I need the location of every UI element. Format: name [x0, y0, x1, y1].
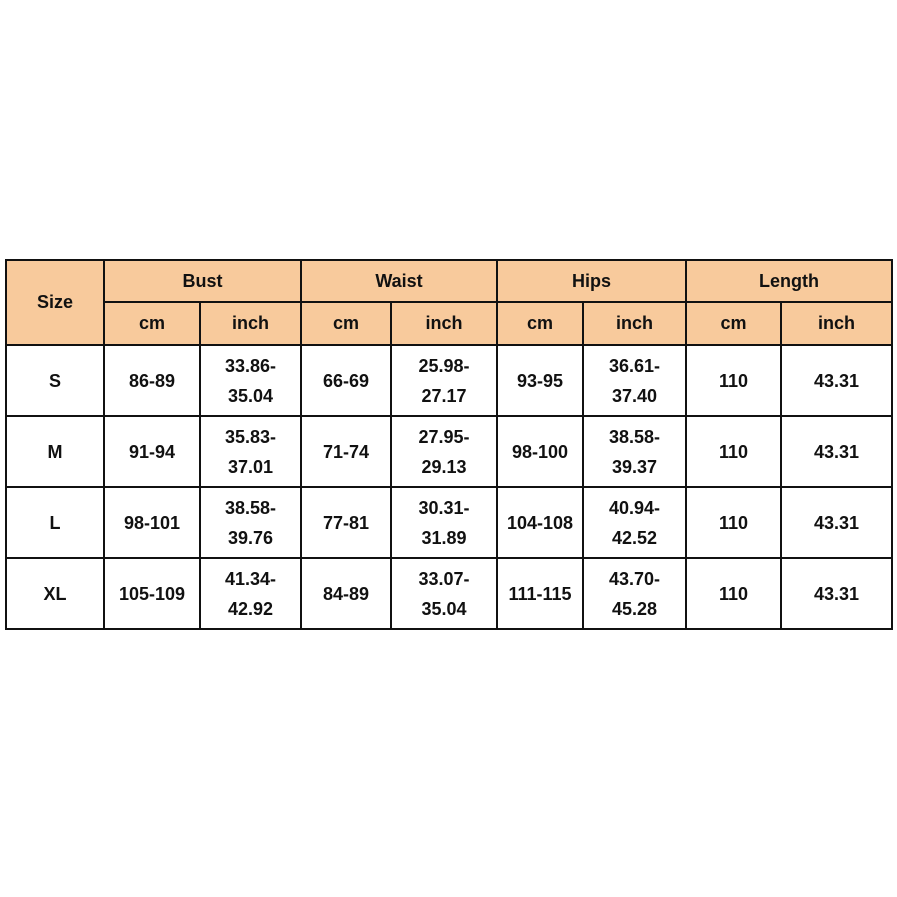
bust-inch-header: inch	[200, 302, 301, 345]
length-cm-cell	[686, 416, 781, 487]
cell-value-line: 42.92	[227, 598, 274, 619]
bust-cm-cell	[104, 487, 200, 558]
table-body	[6, 345, 892, 629]
cell-value-line: 39.37	[611, 456, 658, 477]
hips-inch-cell	[583, 345, 686, 416]
size-cell: M	[6, 416, 104, 487]
cell-value-line: 43.31	[813, 583, 860, 604]
waist-cm-cell	[301, 487, 391, 558]
waist-cm-cell	[301, 558, 391, 629]
cell-value-line: 84-89	[322, 583, 370, 604]
waist-header: Waist	[301, 260, 497, 302]
cell-value-line: 33.07-	[418, 568, 470, 589]
waist-cm-header: cm	[301, 302, 391, 345]
cell-value-line: 91-94	[128, 441, 176, 462]
cell-value-line: 37.01	[227, 456, 274, 477]
hips-cm-cell	[497, 345, 583, 416]
cell-value-line: 104-108	[506, 512, 574, 533]
hips-cm-cell	[497, 416, 583, 487]
cell-value-line: 35.83-	[224, 426, 277, 447]
length-cm-header: cm	[686, 302, 781, 345]
cell-value-line: 29.13	[421, 456, 467, 477]
size-cell: L	[6, 487, 104, 558]
length-inch-cell	[781, 345, 892, 416]
length-inch-header: inch	[781, 302, 892, 345]
bust-inch-cell	[200, 558, 301, 629]
cell-value-line: 105-109	[118, 583, 186, 604]
bust-cm-header: cm	[104, 302, 200, 345]
cell-value-line: 43.31	[813, 512, 860, 533]
cell-value-line: 43.31	[813, 441, 860, 462]
table-header	[6, 260, 892, 345]
bust-header: Bust	[104, 260, 301, 302]
cell-value-line: 110	[718, 583, 749, 604]
hips-inch-cell	[583, 558, 686, 629]
waist-cm-cell	[301, 416, 391, 487]
waist-inch-cell	[391, 487, 497, 558]
cell-value-line: 110	[718, 370, 749, 391]
cell-value-line: 41.34-	[224, 568, 277, 589]
cell-value-line: 38.58-	[608, 426, 661, 447]
cell-value-line: 43.70-	[608, 568, 661, 589]
cell-value-line: 45.28	[611, 598, 658, 619]
cell-value-line: 30.31-	[418, 497, 470, 518]
cell-value-line: 27.95-	[418, 426, 470, 447]
bust-cm-cell	[104, 416, 200, 487]
bust-cm-cell	[104, 345, 200, 416]
cell-value-line: 66-69	[322, 370, 370, 391]
length-cm-cell	[686, 558, 781, 629]
cell-value-line: 37.40	[611, 385, 658, 406]
size-cell: S	[6, 345, 104, 416]
cell-value-line: 86-89	[128, 370, 176, 391]
size-cell: XL	[6, 558, 104, 629]
cell-value-line: 110	[718, 512, 749, 533]
cell-value-line: 39.76	[227, 527, 274, 548]
cell-value-line: 110	[718, 441, 749, 462]
length-cm-cell	[686, 487, 781, 558]
header-unit-row	[6, 302, 892, 345]
hips-inch-header: inch	[583, 302, 686, 345]
waist-inch-cell	[391, 416, 497, 487]
cell-value-line: 27.17	[421, 385, 467, 406]
hips-cm-header: cm	[497, 302, 583, 345]
hips-inch-cell	[583, 416, 686, 487]
cell-value-line: 25.98-	[418, 355, 470, 376]
table-row	[6, 416, 892, 487]
size-header: Size	[6, 260, 104, 345]
length-inch-cell	[781, 416, 892, 487]
bust-inch-cell	[200, 487, 301, 558]
waist-inch-cell	[391, 558, 497, 629]
length-cm-cell	[686, 345, 781, 416]
cell-value-line: 111-115	[508, 583, 572, 604]
cell-value-line: 31.89	[421, 527, 467, 548]
cell-value-line: 36.61-	[608, 355, 661, 376]
cell-value-line: 35.04	[421, 598, 467, 619]
waist-inch-cell	[391, 345, 497, 416]
cell-value-line: 35.04	[227, 385, 274, 406]
cell-value-line: 38.58-	[224, 497, 277, 518]
waist-cm-cell	[301, 345, 391, 416]
waist-inch-header: inch	[391, 302, 497, 345]
cell-value-line: 93-95	[516, 370, 564, 391]
cell-value-line: 98-100	[511, 441, 569, 462]
bust-inch-cell	[200, 345, 301, 416]
bust-inch-cell	[200, 416, 301, 487]
cell-value-line: 77-81	[322, 512, 370, 533]
cell-value-line: 98-101	[123, 512, 181, 533]
length-inch-cell	[781, 487, 892, 558]
table-row	[6, 345, 892, 416]
cell-value-line: 33.86-	[224, 355, 277, 376]
hips-cm-cell	[497, 487, 583, 558]
length-inch-cell	[781, 558, 892, 629]
table-row	[6, 558, 892, 629]
hips-header: Hips	[497, 260, 686, 302]
hips-inch-cell	[583, 487, 686, 558]
bust-cm-cell	[104, 558, 200, 629]
cell-value-line: 40.94-	[608, 497, 661, 518]
header-group-row	[6, 260, 892, 302]
length-header: Length	[686, 260, 892, 302]
table-row	[6, 487, 892, 558]
cell-value-line: 43.31	[813, 370, 860, 391]
size-chart-table	[5, 259, 893, 630]
hips-cm-cell	[497, 558, 583, 629]
cell-value-line: 42.52	[611, 527, 658, 548]
cell-value-line: 71-74	[322, 441, 370, 462]
